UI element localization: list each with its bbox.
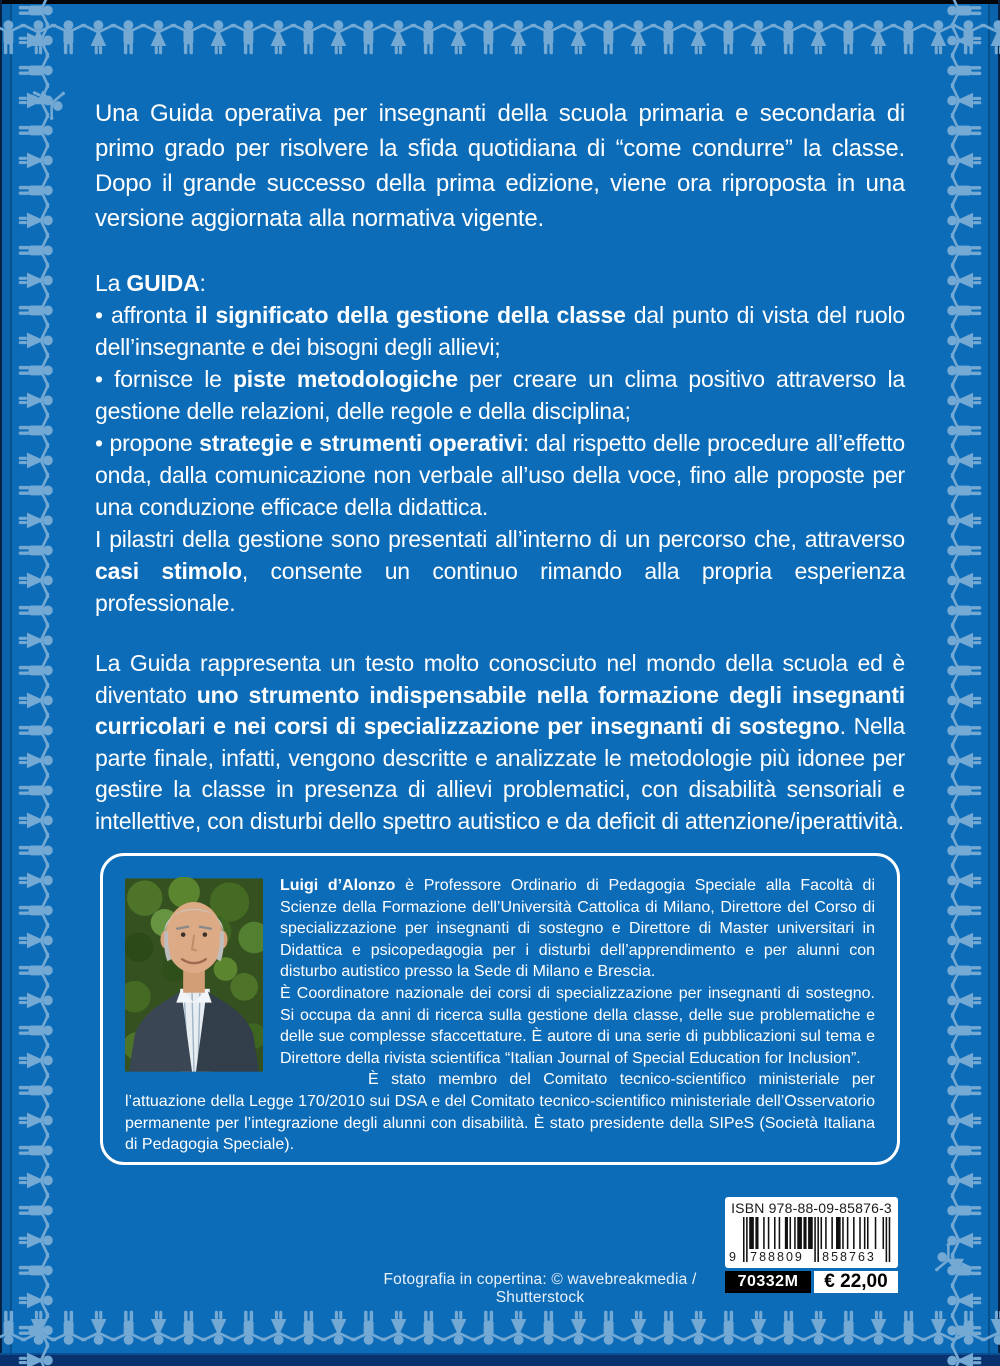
pillars-paragraph	[95, 523, 905, 619]
paper-doll-icon	[413, 20, 444, 54]
paper-doll-icon	[19, 745, 53, 776]
paper-doll-icon	[947, 1075, 981, 1106]
paper-doll-icon	[503, 1311, 534, 1345]
paper-doll-icon	[19, 535, 53, 566]
paper-doll-icon	[947, 355, 981, 386]
text-segment: • propone	[95, 430, 200, 456]
paper-doll-icon	[19, 1105, 53, 1136]
paper-doll-icon	[743, 1311, 774, 1345]
bottom-navy-strip	[0, 1353, 1000, 1366]
paper-doll-icon	[19, 565, 53, 596]
barcode-bar	[864, 1217, 866, 1249]
paper-doll-icon	[19, 685, 53, 716]
barcode-digits-group2: 858763	[822, 1250, 876, 1264]
paper-doll-icon	[473, 20, 504, 54]
author-photo	[125, 877, 263, 1073]
paper-doll-icon	[947, 595, 981, 626]
paper-doll-icon	[947, 1315, 981, 1346]
paper-doll-icon	[947, 1045, 981, 1076]
barcode-bar	[785, 1217, 788, 1249]
paper-doll-icon	[947, 445, 981, 476]
paper-doll-icon	[19, 925, 53, 956]
paper-doll-icon	[19, 175, 53, 206]
photo-credit: Fotografia in copertina: © wavebreakmedia / Shutterstock	[383, 1271, 697, 1306]
paper-doll-icon	[19, 475, 53, 506]
back-cover-copy	[95, 96, 905, 837]
paper-doll-icon	[947, 565, 981, 596]
paper-doll-icon	[19, 85, 53, 116]
barcode-bar	[836, 1217, 841, 1249]
text-segment: . Nella parte finale, infatti, vengono descritte e analizzate le metodologie più idonee per gestire la classe in presenza di allievi problematici, con disabilità sensoriali e intellettive, con disturbi dello spettro autistico e da deficit di attenzione/iperattività.	[95, 713, 906, 834]
paper-doll-icon	[947, 385, 981, 416]
isbn-barcode-block	[725, 1197, 898, 1293]
paper-doll-icon	[19, 895, 53, 926]
barcode-bar	[886, 1217, 888, 1262]
paper-doll-chain-top-icon	[0, 16, 1000, 56]
paper-doll-icon	[19, 415, 53, 446]
paper-doll-icon	[113, 1311, 144, 1345]
barcode-bar	[875, 1217, 877, 1249]
paper-doll-icon	[947, 325, 981, 356]
paper-doll-icon	[19, 1075, 53, 1106]
paper-doll-icon	[863, 20, 894, 54]
price-label: € 22,00	[814, 1271, 898, 1293]
barcode-bar	[831, 1217, 833, 1249]
paper-doll-icon	[19, 865, 53, 896]
paper-doll-icon	[947, 1135, 981, 1166]
barcode-bar	[883, 1217, 885, 1249]
paper-doll-icon	[173, 20, 204, 54]
paper-doll-icon	[947, 115, 981, 146]
paper-doll-icon	[713, 20, 744, 54]
paper-doll-icon	[593, 1311, 624, 1345]
paper-doll-icon	[19, 625, 53, 656]
paper-doll-icon	[803, 20, 834, 54]
paper-doll-icon	[19, 115, 53, 146]
paper-doll-icon	[19, 1285, 53, 1316]
barcode-bar	[794, 1217, 796, 1249]
barcode-bar	[749, 1217, 754, 1249]
paper-doll-icon	[947, 1105, 981, 1136]
barcode-bar	[808, 1217, 813, 1249]
paper-doll-icon	[947, 1015, 981, 1046]
paper-doll-icon	[19, 205, 53, 236]
paper-doll-icon	[947, 175, 981, 206]
paper-doll-icon	[947, 475, 981, 506]
paper-doll-icon	[947, 925, 981, 956]
paper-doll-icon	[23, 20, 54, 54]
paper-doll-icon	[563, 1311, 594, 1345]
paper-doll-icon	[743, 20, 774, 54]
top-black-strip	[0, 0, 1000, 4]
paper-doll-icon	[19, 1315, 53, 1346]
paper-doll-icon	[83, 1311, 114, 1345]
barcode-bar	[853, 1217, 855, 1249]
paper-doll-icon	[19, 355, 53, 386]
paper-doll-icon	[19, 235, 53, 266]
paper-doll-icon	[947, 85, 981, 116]
text-segment: :	[199, 270, 206, 296]
paper-doll-icon	[947, 235, 981, 266]
paper-doll-icon	[143, 1311, 174, 1345]
paper-doll-icon	[893, 20, 924, 54]
left-spine-band	[2, 4, 12, 1353]
guida-bullet-3	[95, 427, 905, 523]
paper-doll-icon	[19, 505, 53, 536]
barcode-bar	[889, 1217, 891, 1262]
paper-doll-icon	[19, 655, 53, 686]
paper-doll-icon	[443, 1311, 474, 1345]
text-segment: , consente un continuo rimando alla propria esperienza professionale.	[95, 558, 906, 616]
text-segment: Luigi d’Alonzo	[280, 877, 396, 894]
paper-doll-corner-bottom-right-icon	[914, 1225, 994, 1320]
text-segment: strategie e strumenti operativi	[199, 430, 523, 456]
paper-doll-icon	[563, 20, 594, 54]
paper-doll-icon	[947, 535, 981, 566]
paper-doll-icon	[947, 1195, 981, 1226]
paper-doll-icon	[893, 1311, 924, 1345]
paper-doll-chain-left-icon	[14, 0, 54, 1366]
paper-doll-icon	[19, 295, 53, 326]
paper-doll-icon	[233, 1311, 264, 1345]
second-paragraph	[95, 648, 905, 837]
text-segment: I pilastri della gestione sono presentati all’interno di un percorso che, attraverso	[95, 526, 905, 552]
paper-doll-icon	[683, 20, 714, 54]
text-segment: GUIDA	[126, 270, 200, 296]
guida-bullet-1	[95, 299, 905, 363]
barcode-bar	[814, 1217, 816, 1262]
paper-doll-icon	[19, 985, 53, 1016]
barcode-digit-left: 9	[729, 1250, 736, 1264]
paper-doll-icon	[683, 1311, 714, 1345]
barcode-digits-group1: 788809	[750, 1250, 804, 1264]
barcode-bar	[825, 1217, 827, 1249]
code-price-row	[725, 1271, 898, 1293]
paper-doll-icon	[947, 295, 981, 326]
paper-doll-icon	[923, 1311, 954, 1345]
paper-doll-icon	[773, 1311, 804, 1345]
paper-doll-icon	[947, 895, 981, 926]
paper-doll-icon	[947, 145, 981, 176]
isbn-label: ISBN 978-88-09-85876-3	[731, 1200, 892, 1216]
paper-doll-corner-top-left-icon	[6, 46, 86, 141]
barcode-bar	[859, 1217, 861, 1249]
paper-doll-icon	[947, 955, 981, 986]
paper-doll-icon	[413, 1311, 444, 1345]
paper-doll-icon	[947, 415, 981, 446]
paper-doll-icon	[19, 25, 53, 56]
paper-doll-icon	[803, 1311, 834, 1345]
paper-doll-icon	[623, 1311, 654, 1345]
paper-doll-icon	[443, 20, 474, 54]
paper-doll-icon	[23, 1311, 54, 1345]
text-segment: è Professore Ordinario di Pedagogia Speciale alla Facoltà di Scienze della Formazione dell’Università Cattolica di Milano, Direttore del Corso di specializzazione per insegnanti di sostegno e Direttore di Master universitari in Didattica e psicopedagogia per i disturbi dell’apprendimento e per alunni con disturbo autistico presso la Sede di Milano e Brescia.	[280, 877, 875, 981]
paper-doll-icon	[947, 865, 981, 896]
barcode-bar	[867, 1217, 869, 1249]
barcode-bar	[755, 1217, 758, 1249]
paper-doll-icon	[947, 835, 981, 866]
text-segment: La	[95, 270, 127, 296]
paper-doll-icon	[19, 1225, 53, 1256]
paper-doll-icon	[53, 1311, 84, 1345]
paper-doll-icon	[19, 55, 53, 86]
guida-heading	[95, 267, 905, 299]
text-segment: piste metodologiche	[232, 366, 458, 392]
publisher-code: 70332M	[725, 1271, 811, 1293]
barcode-bar	[842, 1217, 844, 1249]
paper-doll-icon	[19, 445, 53, 476]
paper-doll-icon	[293, 20, 324, 54]
paper-doll-icon	[19, 325, 53, 356]
paper-doll-icon	[947, 1285, 981, 1316]
paper-doll-icon	[19, 145, 53, 176]
paper-doll-icon	[503, 20, 534, 54]
paper-doll-icon	[947, 745, 981, 776]
paper-doll-icon	[19, 1045, 53, 1076]
paper-doll-icon	[143, 20, 174, 54]
barcode-bar	[821, 1217, 823, 1249]
paper-doll-icon	[19, 1255, 53, 1286]
right-spine-band	[988, 4, 998, 1353]
barcode-bar	[774, 1217, 776, 1249]
paper-doll-icon	[833, 20, 864, 54]
text-segment: il significato della gestione della classe	[195, 302, 626, 328]
barcode-bar	[763, 1217, 765, 1249]
paper-doll-icon	[19, 715, 53, 746]
paper-doll-icon	[263, 20, 294, 54]
paper-doll-icon	[947, 25, 981, 56]
paper-doll-icon	[833, 1311, 864, 1345]
text-segment: La Guida rappresenta un testo molto conosciuto nel mondo della scuola ed è diventato	[95, 650, 905, 708]
paper-doll-icon	[19, 1165, 53, 1196]
paper-doll-icon	[383, 20, 414, 54]
paper-doll-icon	[533, 20, 564, 54]
text-segment: uno strumento indispensabile nella formazione degli insegnanti curricolari e nei corsi di specializzazione per insegnanti di sostegno	[95, 681, 905, 739]
paper-doll-icon	[293, 1311, 324, 1345]
text-segment: • affronta	[95, 302, 196, 328]
paper-doll-icon	[473, 1311, 504, 1345]
paper-doll-icon	[53, 20, 84, 54]
text-segment: per creare un clima positivo attraverso la gestione delle relazioni, delle regole e della disciplina;	[95, 366, 905, 424]
paper-doll-icon	[19, 835, 53, 866]
barcode-bar	[768, 1217, 770, 1249]
paper-doll-icon	[947, 715, 981, 746]
paper-doll-icon	[323, 1311, 354, 1345]
paper-doll-chain-bottom-icon	[0, 1306, 1000, 1346]
paper-doll-icon	[947, 1225, 981, 1256]
paper-doll-icon	[653, 20, 684, 54]
paper-doll-icon	[263, 1311, 294, 1345]
paper-doll-icon	[947, 625, 981, 656]
barcode-panel	[725, 1197, 898, 1268]
paper-doll-icon	[323, 20, 354, 54]
guida-section	[95, 267, 905, 619]
paper-doll-icon	[203, 20, 234, 54]
paper-doll-icon	[947, 265, 981, 296]
paper-doll-icon	[947, 655, 981, 686]
paper-doll-icon	[947, 805, 981, 836]
paper-doll-icon	[773, 20, 804, 54]
intro-paragraph: Una Guida operativa per insegnanti della scuola primaria e secondaria di primo grado per risolvere la sfida quotidiana di “come condurre” la classe. Dopo il grande successo della prima edizione, viene ora riproposta in una versione aggiornata alla normativa vigente.	[95, 100, 905, 232]
paper-doll-icon	[953, 20, 984, 54]
bio-paragraph-3: È stato membro del Comitato tecnico-scientifico ministeriale per l’attuazione della Legge 170/2010 sui DSA e del Comitato tecnico-scientifico ministeriale dell’Osservatorio permanente per l’integrazione degli alunni con disabilità. È stato presidente della SIPeS (Società Italiana di Pedagogia Speciale).	[125, 1071, 875, 1154]
paper-doll-icon	[947, 205, 981, 236]
paper-doll-icon	[593, 20, 624, 54]
paper-doll-icon	[353, 20, 384, 54]
paper-doll-icon	[863, 1311, 894, 1345]
paper-doll-icon	[383, 1311, 414, 1345]
paper-doll-icon	[19, 1135, 53, 1166]
text-segment: dal punto di vista del ruolo dell’insegnante e dei bisogni degli allievi;	[95, 302, 905, 360]
paper-doll-icon	[83, 20, 114, 54]
paper-doll-icon	[713, 1311, 744, 1345]
paper-doll-icon	[19, 955, 53, 986]
paper-doll-icon	[173, 1311, 204, 1345]
paper-doll-icon	[19, 775, 53, 806]
barcode-bar	[797, 1217, 802, 1249]
paper-doll-icon	[19, 1195, 53, 1226]
text-segment: casi stimolo	[95, 558, 242, 584]
paper-doll-icon	[947, 55, 981, 86]
paper-doll-icon	[923, 20, 954, 54]
barcode-bar	[779, 1217, 781, 1249]
paper-doll-icon	[953, 1311, 984, 1345]
paper-doll-icon	[533, 1311, 564, 1345]
paper-doll-icon	[19, 265, 53, 296]
paper-doll-icon	[653, 1311, 684, 1345]
paper-doll-icon	[19, 1015, 53, 1046]
paper-doll-icon	[19, 805, 53, 836]
guida-bullet-2	[95, 363, 905, 427]
paper-doll-icon	[947, 775, 981, 806]
paper-doll-icon	[623, 20, 654, 54]
paper-doll-icon	[353, 1311, 384, 1345]
barcode-bar	[847, 1217, 849, 1249]
barcode-bar	[743, 1217, 745, 1262]
paper-doll-icon	[947, 505, 981, 536]
paper-doll-icon	[19, 385, 53, 416]
bio-paragraph-2: È Coordinatore nazionale dei corsi di specializzazione per insegnanti di sostegno. Si occupa da anni di ricerca sulla gestione della classe, delle sue problematiche e delle sue complesse sfaccettature. È autore di una serie di pubblicazioni sul tema e Direttore della rivista scientifica “Italian Journal of Special Education for Inclusion”.	[280, 984, 875, 1067]
author-bio-box	[100, 853, 900, 1165]
paper-doll-icon	[233, 20, 264, 54]
text-segment: : dal rispetto delle procedure all’effetto onda, dalla comunicazione non verbale all’uso della voce, fino alle proposte per una conduzione efficace della didattica.	[95, 430, 905, 520]
paper-doll-icon	[947, 685, 981, 716]
text-segment: • fornisce le	[95, 366, 233, 392]
barcode-bar	[790, 1217, 792, 1249]
paper-doll-icon	[113, 20, 144, 54]
paper-doll-chain-right-icon	[946, 0, 986, 1366]
paper-doll-icon	[203, 1311, 234, 1345]
paper-doll-icon	[19, 595, 53, 626]
paper-doll-icon	[947, 1165, 981, 1196]
paper-doll-icon	[947, 985, 981, 1016]
paper-doll-icon	[947, 1255, 981, 1286]
barcode-bar	[803, 1217, 806, 1249]
